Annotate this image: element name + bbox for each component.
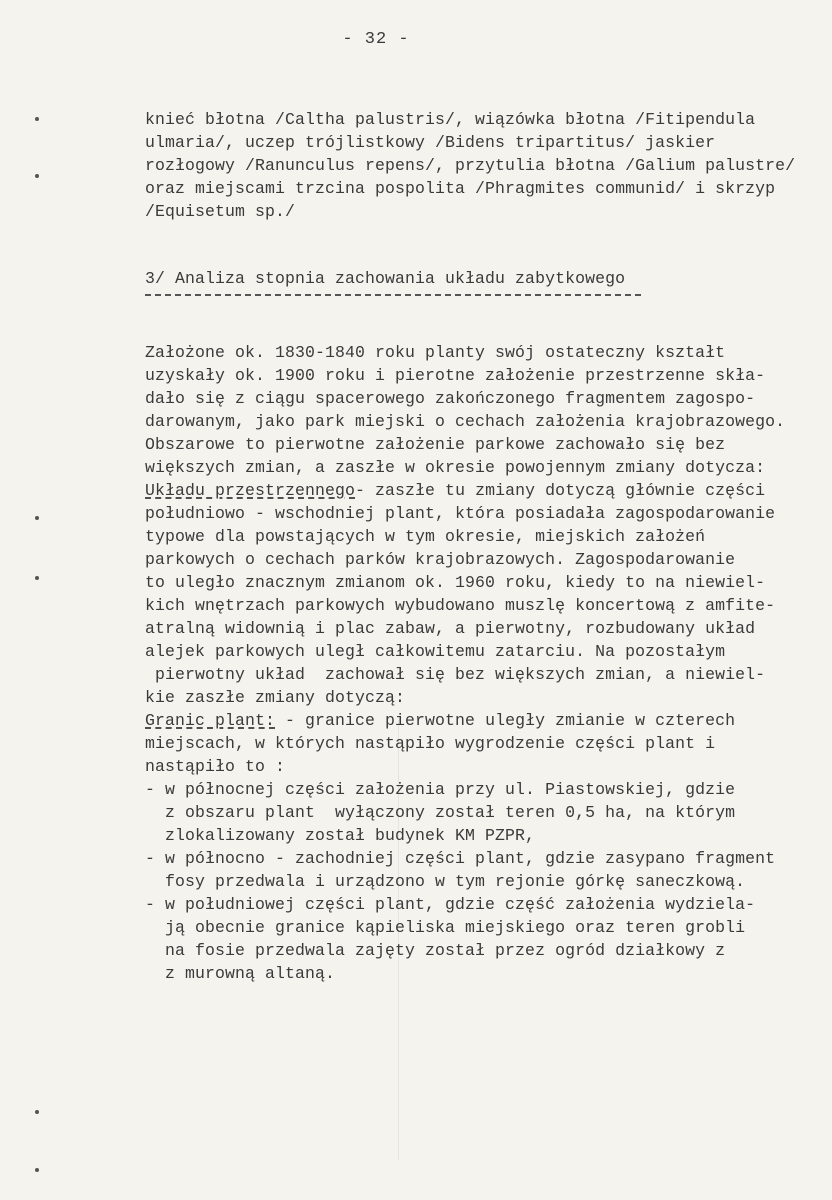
text-line: uzyskały ok. 1900 roku i pierotne założenie przestrzenne skła- <box>145 366 766 385</box>
text-line: ulmaria/, uczep trójlistkowy /Bidens tripartitus/ jaskier <box>145 133 716 152</box>
uklad-rest: - zaszłe tu zmiany dotyczą głównie części <box>355 481 766 500</box>
bullet-line: fosy przedwala i urządzono w tym rejonie górkę saneczkową. <box>145 872 746 891</box>
text-line <box>145 710 735 732</box>
bullet-line: z obszaru plant wyłączony został teren 0,5 ha, na którym <box>145 803 736 822</box>
text-line <box>145 480 765 502</box>
bullet-line: na fosie przedwala zajęty został przez ogród działkowy z <box>145 941 726 960</box>
granic-rest: - granice pierwotne uległy zmianie w czterech <box>275 711 736 730</box>
bullet-line: - w północno - zachodniej części plant, gdzie zasypano fragment <box>145 849 776 868</box>
text-line: /Equisetum sp./ <box>145 202 296 221</box>
page-number: - 32 - <box>342 30 410 49</box>
text-line: knieć błotna /Caltha palustris/, wiązówka błotna /Fitipendula <box>145 110 756 129</box>
margin-mark <box>35 117 39 121</box>
margin-mark <box>35 516 39 520</box>
uklad-label: Układu przestrzennego <box>145 481 356 500</box>
text-line: alejek parkowych uległ całkowitemu zatarciu. Na pozostałym <box>145 642 726 661</box>
text-line: atralną widownią i plac zabaw, a pierwotny, rozbudowany układ <box>145 619 756 638</box>
bullet-line: z murowną altaną. <box>145 964 336 983</box>
bullet-line: zlokalizowany został budynek KM PZPR, <box>145 826 536 845</box>
text-line: Założone ok. 1830-1840 roku planty swój ostateczny kształt <box>145 343 726 362</box>
text-line: większych zmian, a zaszłe w okresie powojennym zmiany dotycza: <box>145 458 766 477</box>
heading-underline <box>145 294 641 296</box>
section-heading: 3/ Analiza stopnia zachowania układu zabytkowego <box>145 269 626 288</box>
text-line: kich wnętrzach parkowych wybudowano muszlę koncertową z amfite- <box>145 596 776 615</box>
text-line: darowanym, jako park miejski o cechach założenia krajobrazowego. <box>145 412 786 431</box>
margin-mark <box>35 1168 39 1172</box>
text-line: oraz miejscami trzcina pospolita /Phragmites communid/ i skrzyp <box>145 179 776 198</box>
text-line: pierwotny układ zachował się bez większych zmian, a niewiel- <box>145 665 766 684</box>
text-line: rozłogowy /Ranunculus repens/, przytulia błotna /Galium palustre/ <box>145 156 796 175</box>
margin-mark <box>35 1110 39 1114</box>
bullet-line: ją obecnie granice kąpieliska miejskiego oraz teren grobli <box>145 918 746 937</box>
bullet-line: - w południowej części plant, gdzie część założenia wydziela- <box>145 895 756 914</box>
bullet-line: - w północnej części założenia przy ul. Piastowskiej, gdzie <box>145 780 736 799</box>
text-line: typowe dla powstających w tym okresie, miejskich założeń <box>145 527 706 546</box>
text-line: nastąpiło to : <box>145 757 286 776</box>
margin-mark <box>35 174 39 178</box>
text-line: parkowych o cechach parków krajobrazowych. Zagospodarowanie <box>145 550 736 569</box>
text-line: południowo - wschodniej plant, która posiadała zagospodarowanie <box>145 504 776 523</box>
text-line: dało się z ciągu spacerowego zakończonego fragmentem zagospo- <box>145 389 756 408</box>
text-line: kie zaszłe zmiany dotyczą: <box>145 688 406 707</box>
margin-mark <box>35 576 39 580</box>
text-line: to uległo znacznym zmianom ok. 1960 roku, kiedy to na niewiel- <box>145 573 766 592</box>
text-line: Obszarowe to pierwotne założenie parkowe zachowało się bez <box>145 435 726 454</box>
granic-label: Granic plant: <box>145 711 276 730</box>
text-line: miejscach, w których nastąpiło wygrodzenie części plant i <box>145 734 716 753</box>
